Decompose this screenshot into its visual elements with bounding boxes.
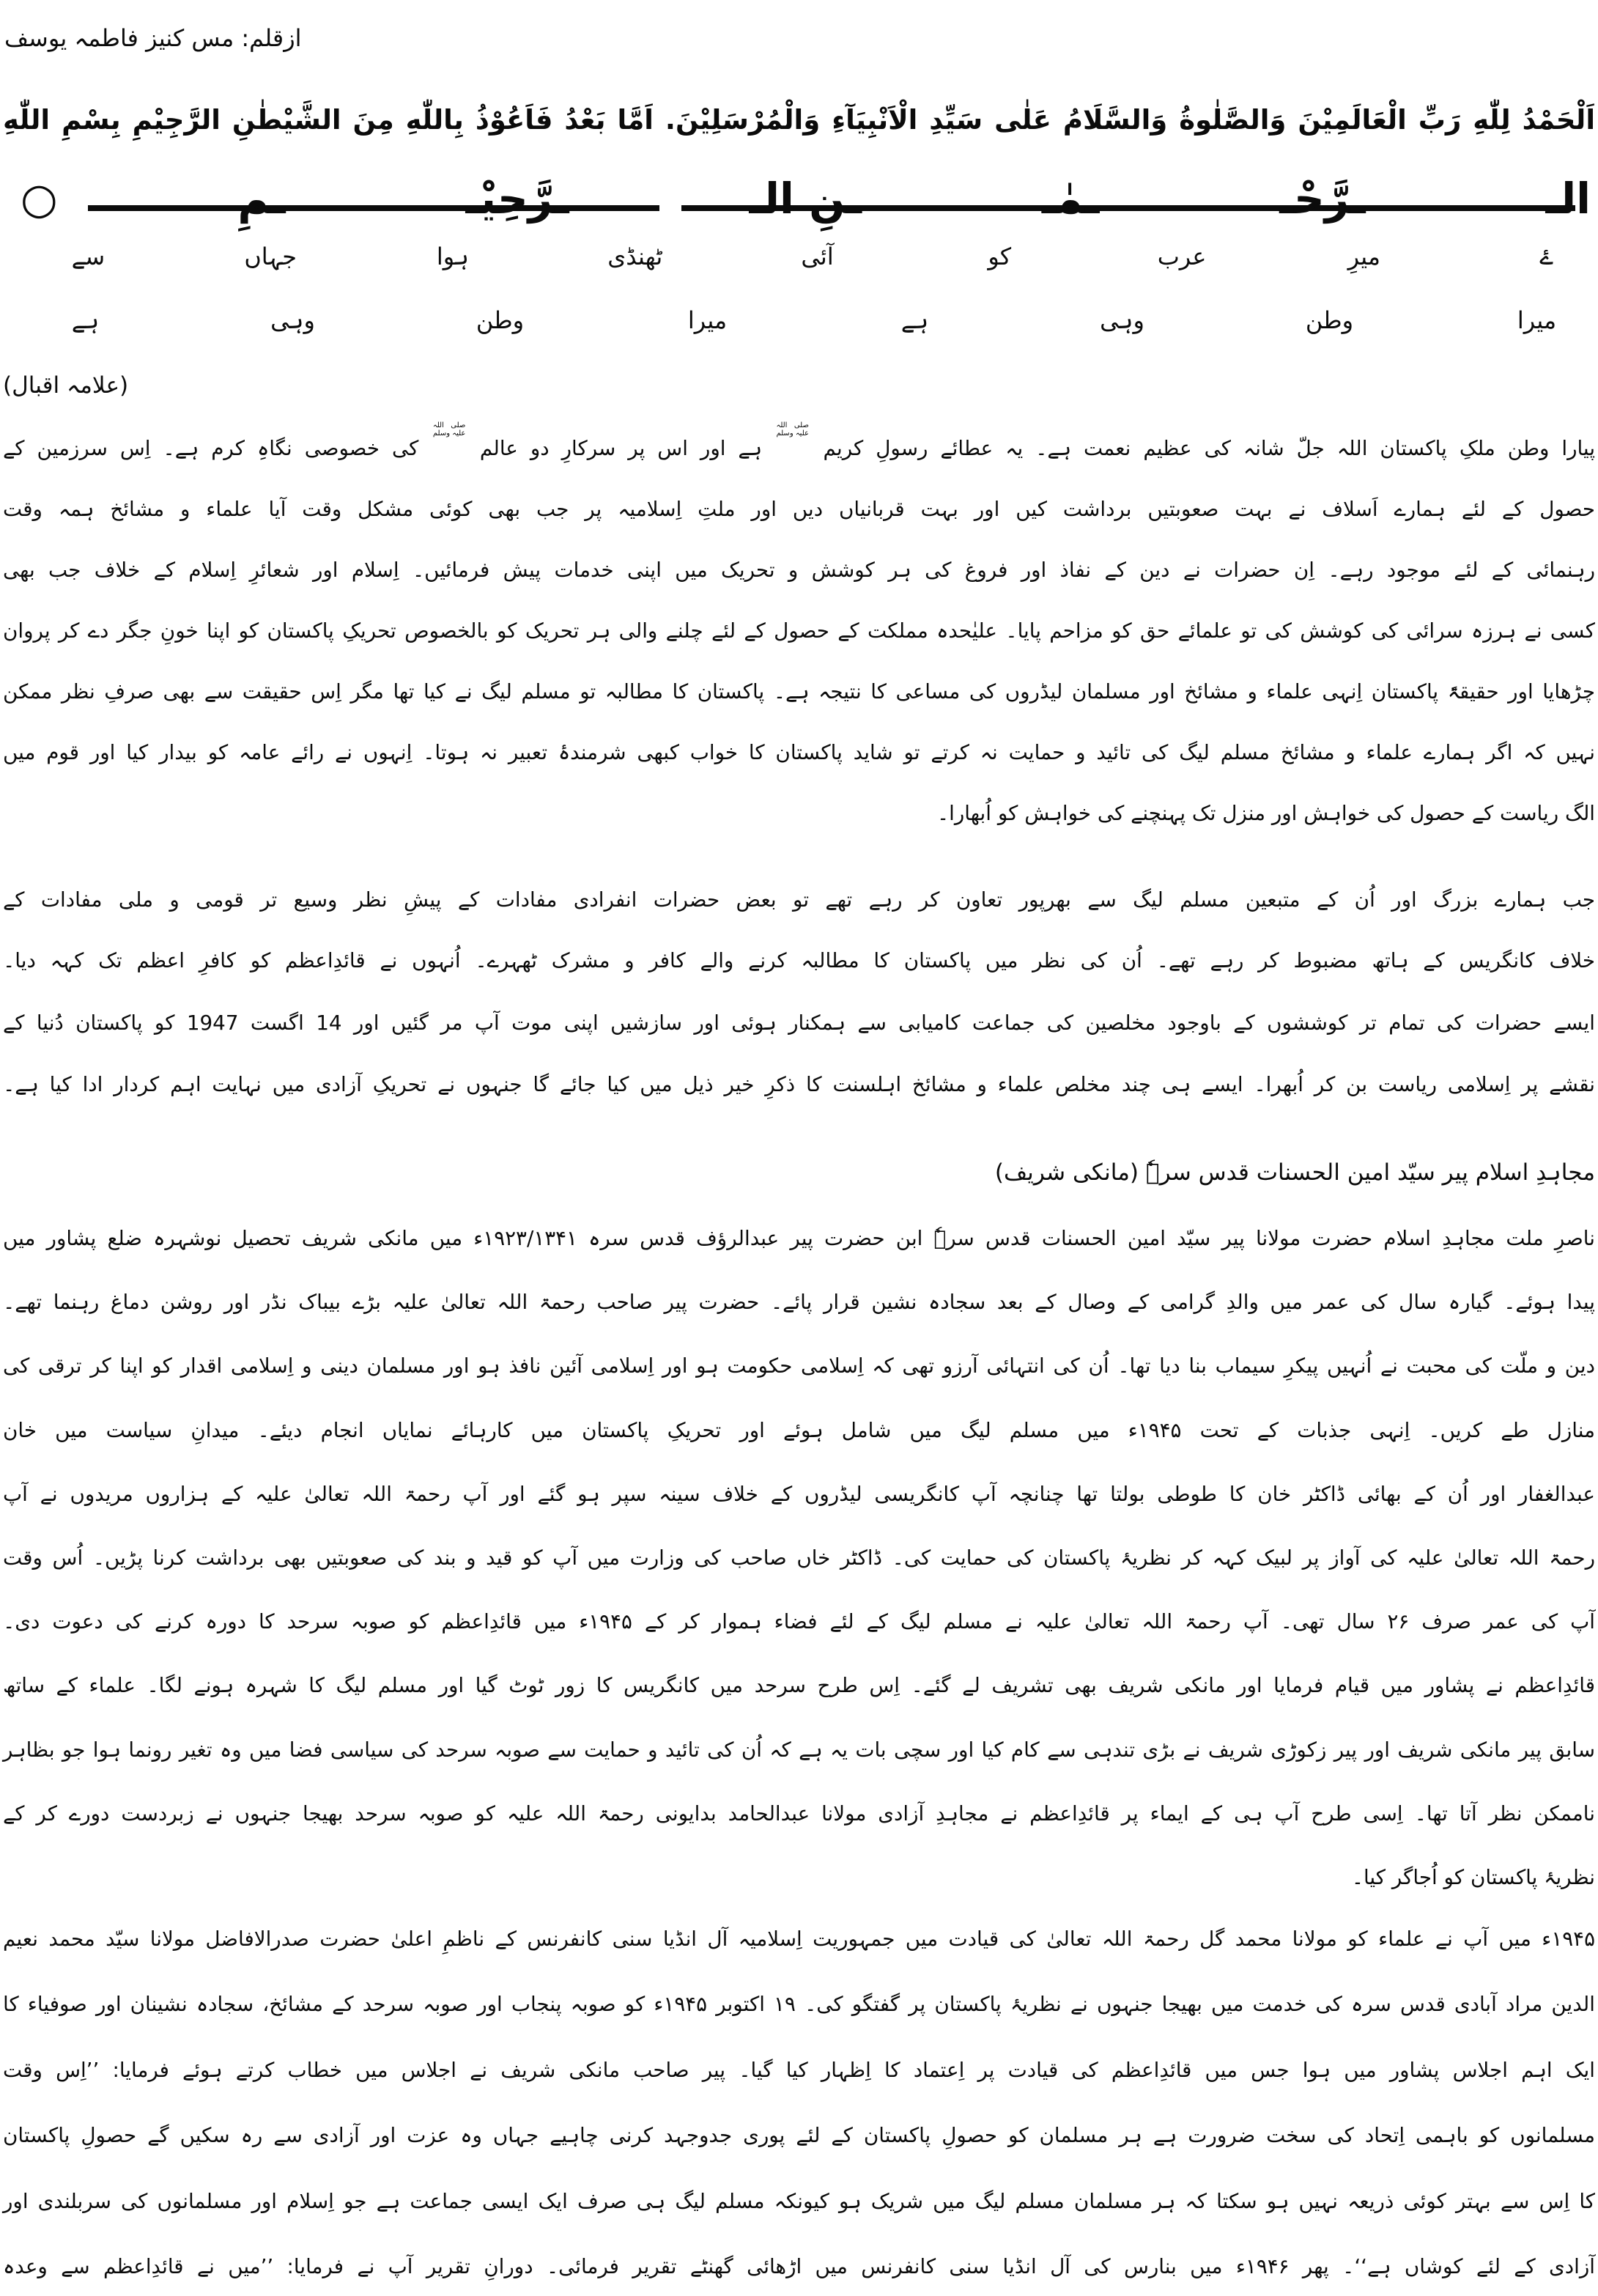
paragraph-line: قائدِاعظم نے پشاور میں قیام فرمایا اور مانکی شریف بھی تشریف لے گئے۔ اِس طرح سرحد میں کانگریس کا زور ٹوٹ گیا اور مسلم لیگ کا شہرہ ہونے لگا۔ علماء کے ساتھ (3, 1673, 1595, 1697)
paragraph-line: الدین مراد آبادی قدس سرہ کی خدمت میں بھیجا جنہوں نے نظریۂ پاکستان پر گفتگو کی۔ ۱۹ اکتوبر ۱۹۴۵ء کو صوبہ پنجاب اور صوبہ سرحد کے مشائخ، سجادہ نشینان اور صوفیاء کا (3, 1992, 1595, 2016)
honorific-top: صلی اللہ (432, 421, 466, 429)
paragraph-line (3, 419, 1595, 478)
paragraph-line: عبدالغفار اور اُن کے بھائی ڈاکٹر خان کا طوطی بولتا تھا چنانچہ آپ کانگریسی لیڈروں کے خلاف سینہ سپر ہو گئے اور آپ رحمۃ اللہ تعالیٰ علیہ کے ہزاروں مریدوں نے آپ (3, 1482, 1595, 1506)
bismillah-continuation-line (21, 165, 1591, 232)
paragraph-line: ۱۹۴۵ء میں آپ نے علماء کو مولانا محمد گل رحمۃ اللہ تعالیٰ کی قیادت میں جمہوریت اِسلامیہ آل انڈیا سنی کانفرنس کے ناظمِ اعلیٰ حضرت صدرالافاضل مولانا سیّد محمد نعیم (3, 1927, 1595, 1951)
poem-attribution: (علامہ اقبال) (3, 372, 129, 399)
poem-word: کو (988, 243, 1012, 270)
honorific-bottom: علیہ وسلم (432, 429, 466, 438)
paragraph-line: نقشے پر اِسلامی ریاست بن کر اُبھرا۔ ایسے ہی چند مخلص علماء و مشائخ اہلسنت کا ذکرِ خیر ذیل میں کیا جائے گا جنہوں نے تحریکِ آزادی میں نہایت اہم کردار ادا کیا ہے۔ (3, 1072, 1595, 1096)
poem-word: ۓ (1539, 243, 1553, 270)
paragraph-line: آپ کی عمر صرف ۲۶ سال تھی۔ آپ رحمۃ اللہ تعالیٰ علیہ نے مسلم لیگ کے لئے فضاء ہموار کر کے ۱۹۴۵ء میں قائدِاعظم کو صوبہ سرحد کا دورہ کرنے کی دعوت دی۔ (3, 1609, 1595, 1634)
poem-line-1 (0, 227, 1598, 286)
paragraph-line: مسلمانوں کو باہمی اِتحاد کی سخت ضرورت ہے ہر مسلمان کو حصولِ پاکستان کے لئے پوری جدوجہد کرنی چاہیے جہاں وہ عزت اور آزادی سے رہ سکیں گے حصولِ پاکستان (3, 2123, 1595, 2147)
paragraph-line: آزادی کے لئے کوشاں ہے‘‘۔ پھر ۱۹۴۶ء میں بنارس کی آل انڈیا سنی کانفرنس میں اڑھائی گھنٹے تقریر فرمائی۔ دورانِ تقریر آپ نے فرمایا: ’’میں نے قائدِاعظم سے وعدہ (3, 2254, 1595, 2278)
poem-word: سے (71, 243, 106, 270)
kashida-segment: الـ (1545, 174, 1591, 224)
paragraph-line: رہنمائی کے لئے موجود رہے۔ اِن حضرات نے دین کے نفاذ اور فروغ کی ہر کوشش و تحریک میں اپنی خدمات پیش فرمائیں۔ اِسلام اور شعائرِ اِسلام کے خلاف جب بھی (3, 558, 1595, 582)
author-byline: ازقلم: مس کنیز فاطمہ یوسف (4, 24, 302, 52)
verse-end-mark-icon: ○ (21, 174, 58, 224)
poem-word: میرا (687, 306, 728, 334)
paragraph-line: ایسے حضرات کی تمام تر کوششوں کے باوجود مخلصین کی جماعت کامیابی سے ہمکنار ہوئی اور سازشیں اپنی موت آپ مر گئیں اور 14 اگست 1947 کو پاکستان دُنیا کے (3, 1011, 1595, 1035)
paragraph-line: حصول کے لئے ہمارے اَسلاف نے بہت صعوبتیں برداشت کیں اور بہت قربانیاں دیں اور ملتِ اِسلامیہ پر جب بھی کوئی مشکل وقت آیا علماء و مشائخ ہمہ وقت (3, 497, 1595, 521)
paragraph-line: الگ ریاست کے حصول کی خواہش اور منزل تک پہنچنے کی خواہش کو اُبھارا۔ (936, 801, 1595, 825)
paragraph-line: ناصرِ ملت مجاہدِ اسلام حضرت مولانا پیر سیّد امین الحسنات قدس سرہٗ ابن حضرت پیر عبدالرؤف قدس سرہ ۱۳۴۱/‏۱۹۲۳ء میں مانکی شریف تحصیل نوشہرہ ضلع پشاور میں (3, 1226, 1595, 1250)
poem-word: آئی (801, 243, 834, 270)
text-segment: پیارا وطن ملکِ پاکستان اللہ جلّ شانہ کی عظیم نعمت ہے۔ یہ عطائے رسولِ کریم (823, 436, 1596, 460)
paragraph-line: دین و ملّت کی محبت نے اُنہیں پیکرِ سیماب بنا دیا تھا۔ اُن کی انتہائی آرزو تھی کہ اِسلامی حکومت ہو اور اِسلامی آئین نافذ ہو اور مسلمان دینی و اِسلامی اقدار کو اپنا کر ترقی کی (3, 1354, 1595, 1378)
kashida-segment: ـنِ الـ (749, 174, 862, 224)
kashida-segment: ـمِ (237, 174, 286, 224)
kashida-segment: ـرَّحِيْـ (465, 174, 569, 224)
honorific-pbuh-icon (433, 419, 466, 438)
poem-word: ہوا (436, 243, 469, 270)
poem-word: ہے (71, 306, 100, 334)
paragraph-line: پیدا ہوئے۔ گیارہ سال کی عمر میں والدِ گرامی کے وصال کے بعد سجادہ نشین قرار پائے۔ حضرت پیر صاحب رحمۃ اللہ تعالیٰ علیہ بڑے بیباک نڈر اور روشن دماغ رہنما تھے۔ (3, 1290, 1595, 1314)
paragraph-line: کا اِس سے بہتر کوئی ذریعہ نہیں ہو سکتا کہ ہر مسلمان مسلم لیگ میں شریک ہو کیونکہ مسلم لیگ ہی صرف ایک ایسی جماعت ہے جو اِسلام اور مسلمانوں کی سربلندی اور (3, 2189, 1595, 2213)
paragraph-line: رحمۃ اللہ تعالیٰ علیہ کی آواز پر لبیک کہہ کر نظریۂ پاکستان کی حمایت کی۔ ڈاکٹر خاں صاحب کی وزارت میں آپ کو قید و بند کی صعوبتیں بھی برداشت کرنا پڑیں۔ اُس وقت (3, 1546, 1595, 1570)
paragraph-line: منازل طے کریں۔ اِنہی جذبات کے تحت ۱۹۴۵ء میں مسلم لیگ میں شامل ہوئے اور تحریکِ پاکستان میں کارہائے نمایاں انجام دیئے۔ میدانِ سیاست میں خان (3, 1418, 1595, 1442)
poem-word: ٹھنڈی (607, 243, 663, 270)
poem-word: وطن (476, 306, 525, 334)
honorific-bottom: علیہ وسلم (776, 429, 809, 438)
paragraph-line: سابق پیر مانکی شریف اور پیر زکوڑی شریف نے بڑی تندہی سے کام کیا اور سچی بات یہ ہے کہ اُن کی تائید و حمایت سے صوبہ سرحد کی سیاسی فضا میں وہ تغیر رونما ہوا جو بظاہر (3, 1738, 1595, 1762)
poem-word: میرِ (1347, 243, 1381, 270)
poem-word: وطن (1305, 306, 1354, 334)
honorific-pbuh-icon (776, 419, 809, 438)
poem-word: عرب (1157, 243, 1207, 270)
poem-word: میرا (1517, 306, 1557, 334)
kashida-segment: ـرَّحْـ (1279, 174, 1366, 224)
text-segment: کی خصوصی نگاہِ کرم ہے۔ اِس سرزمین کے (3, 436, 419, 460)
paragraph-line: چڑھایا اور حقیقۃً پاکستان اِنہی علماء و مشائخ اور مسلمان لیڈروں کی مساعی کا نتیجہ ہے۔ پاکستان کا مطالبہ تو مسلم لیگ نے کیا تھا مگر اِس حقیقت سے بھی صرفِ نظر ممکن (3, 679, 1595, 704)
paragraph-line: ناممکن نظر آتا تھا۔ اِسی طرح آپ ہی کے ایماء پر قائدِاعظم نے مجاہدِ آزادی مولانا عبدالحامد بدایونی رحمۃ اللہ علیہ کو صوبہ سرحد بھیجا جنہوں نے زبردست دورے کر کے (3, 1801, 1595, 1826)
poem-word: ہے (900, 306, 929, 334)
paragraph-line: ایک اہم اجلاس پشاور میں ہوا جس میں قائدِاعظم کی قیادت پر اِعتماد کا اِظہار کیا گیا۔ پیر صاحب مانکی شریف نے اجلاس میں خطاب کرتے ہوئے فرمایا: ’’اِس وقت (3, 2058, 1595, 2082)
text-segment: ہے اور اس پر سرکارِ دو عالم (479, 436, 762, 460)
paragraph-line: خلاف کانگریس کے ہاتھ مضبوط کر رہے تھے۔ اُن کی نظر میں پاکستان کا مطالبہ کرنے والے کافر و مشرک ٹھہرے۔ اُنہوں نے قائدِاعظم کو کافرِ اعظم تک کہہ دیا۔ (3, 948, 1595, 972)
paragraph-line: نہیں کہ اگر ہمارے علماء و مشائخ مسلم لیگ کی تائید و حمایت نہ کرتے تو شاید پاکستان کا خواب کبھی شرمندۂ تعبیر نہ ہوتا۔ اِنہوں نے رائے عامہ کو بیدار کیا اور قوم میں (3, 740, 1595, 764)
section-heading: مجاہدِ اسلام پیر سیّد امین الحسنات قدس سرہٗ (مانکی شریف) (994, 1159, 1595, 1186)
paragraph-line: جب ہمارے بزرگ اور اُن کے متبعین مسلم لیگ سے بھرپور تعاون کر رہے تھے تو بعض حضرات انفرادی مفادات کے پیشِ نظر وسیع تر قومی و ملی مفادات کے (3, 887, 1595, 912)
paragraph-line: کسی نے ہرزہ سرائی کی کوشش کی تو علمائے حق کو مزاحم پایا۔ علیٰحدہ مملکت کے حصول کے لئے چلنے والی ہر تحریک کو بالخصوص تحریکِ پاکستان کو اپنا خونِ جگر دے کر پروان (3, 619, 1595, 643)
poem-word: وہی (270, 306, 315, 334)
honorific-top: صلی اللہ (776, 421, 809, 429)
poem-word: جہاں (244, 243, 297, 270)
arabic-invocation-line: اَلْحَمْدُ لِلّٰهِ رَبِّ الْعَالَمِيْنَ وَالصَّلٰوةُ وَالسَّلَامُ عَلٰى سَيِّدِ الْاَنْبِيَآءِ وَالْمُرْسَلِيْنَ. اَمَّا بَعْدُ فَاَعُوْذُ بِاللّٰهِ مِنَ الشَّيْطٰنِ الرَّجِيْمِ بِسْمِ اللّٰهِ (3, 104, 1595, 136)
kashida-segment: ـمٰـ (1041, 174, 1100, 224)
poem-word: وہی (1100, 306, 1144, 334)
paragraph-line: نظریۂ پاکستان کو اُجاگر کیا۔ (1351, 1865, 1595, 1889)
poem-line-2 (0, 291, 1598, 350)
